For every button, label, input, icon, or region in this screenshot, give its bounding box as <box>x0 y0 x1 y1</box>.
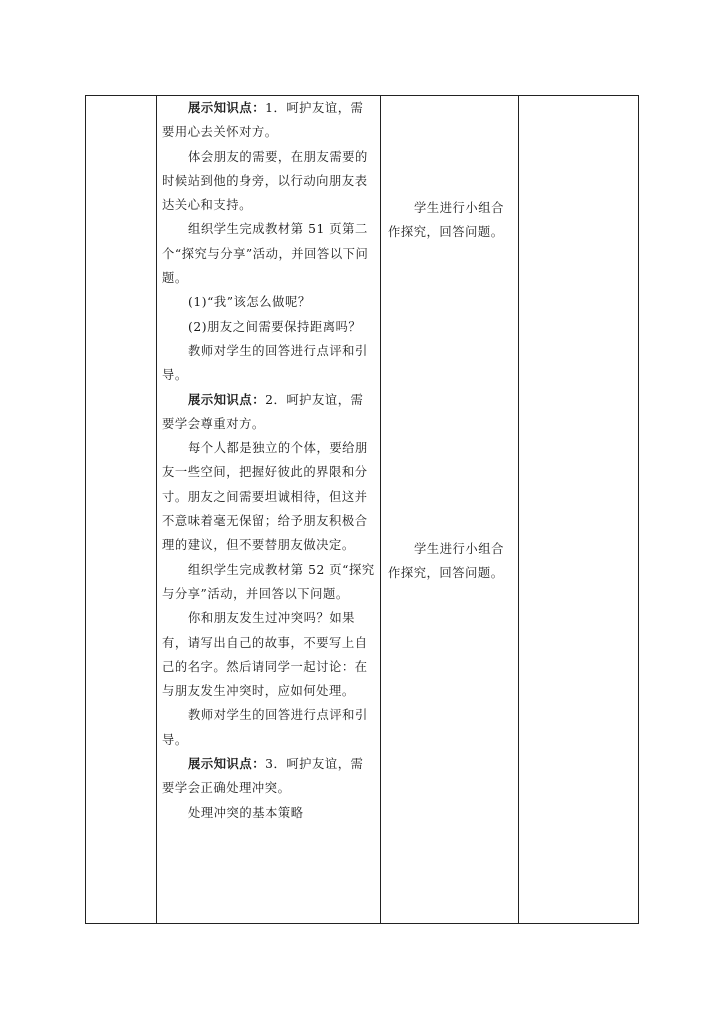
paragraph: 体会朋友的需要，在朋友需要的时候站到他的身旁，以行动向朋友表达关心和支持。 <box>162 149 368 213</box>
section-heading: 展示知识点： <box>188 391 266 407</box>
question-1: (1)“我”该怎么做呢？ <box>188 295 311 310</box>
paragraph: 你和朋友发生过冲突吗？如果有，请写出自己的故事，不要写上自己的名字。然后请同学一起讨论：在与朋友发生冲突时，应如何处理。 <box>162 611 368 699</box>
paragraph: 教师对学生的回答进行点评和引导。 <box>162 708 368 747</box>
section-heading: 展示知识点： <box>188 100 266 115</box>
paragraph: 每个人都是独立的个体，要给朋友一些空间，把握好彼此的界限和分寸。朋友之间需要坦诚相待，但这并不意味着毫无保留；给予朋友积极合理的建议，但不要替朋友做决定。 <box>162 441 368 553</box>
section-title: 1．呵护友谊，需要用心去关怀对方。 <box>162 101 364 140</box>
lesson-table <box>85 95 639 924</box>
section-title: 2．呵护友谊，需要学会尊重对方。 <box>162 392 364 431</box>
student-activity-1 <box>380 196 518 245</box>
section-3 <box>162 752 376 801</box>
section-title: 3．呵护友谊，需要学会正确处理冲突。 <box>162 757 364 796</box>
paragraph: 组织学生完成教材第 51 页第二个“探究与分享”活动，并回答以下问题。 <box>162 222 369 286</box>
paragraph: 教师对学生的回答进行点评和引导。 <box>162 343 368 383</box>
paragraph: 组织学生完成教材第 52 页“探究与分享”活动，并回答以下问题。 <box>162 562 375 601</box>
teacher-activity-column <box>156 96 380 825</box>
student-activity-2 <box>380 537 518 586</box>
section-2 <box>162 388 376 437</box>
column-divider <box>518 96 519 923</box>
section-heading: 展示知识点： <box>188 756 266 772</box>
student-activity-text: 学生进行小组合作探究，回答问题。 <box>388 201 504 240</box>
question-2: (2)朋友之间需要保持距离吗？ <box>188 319 362 334</box>
student-activity-text: 学生进行小组合作探究，回答问题。 <box>388 542 504 581</box>
section-1 <box>162 96 376 145</box>
paragraph: 处理冲突的基本策略 <box>188 805 304 820</box>
